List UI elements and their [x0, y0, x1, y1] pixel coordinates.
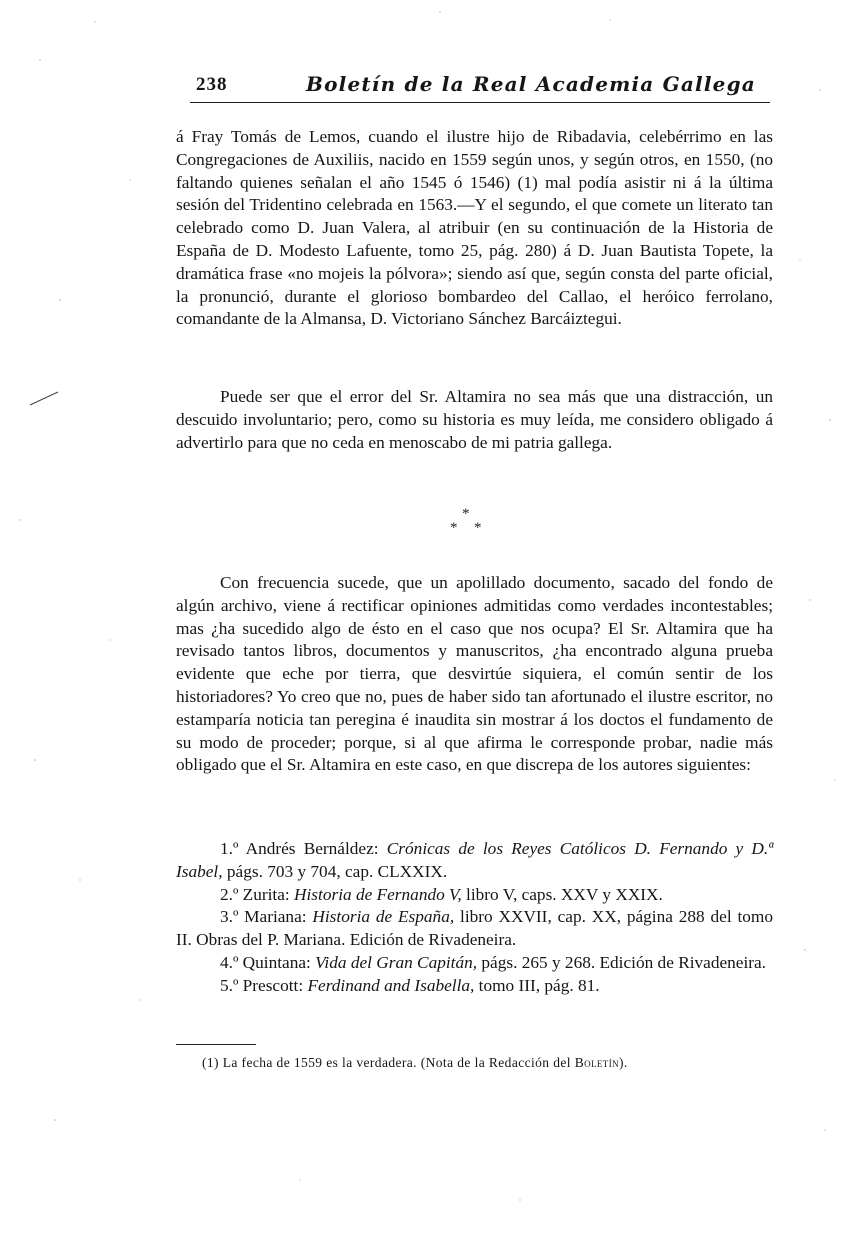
section-asterism	[440, 506, 500, 546]
reference-author: Andrés Bernáldez:	[245, 839, 379, 858]
footnote-text: La fecha de 1559 es la verdadera. (Nota de la Redacción del	[222, 1055, 571, 1070]
reference-item	[176, 975, 773, 998]
asterism-star-left: *	[450, 520, 458, 536]
running-head	[190, 72, 770, 103]
reference-author: Mariana:	[244, 907, 307, 927]
paragraph-2: Puede ser que el error del Sr. Altamira no sea más que una distracción, un descuido involuntario; pero, como su historia es muy leída, me considero obligado á advertirlo para que no ceda en menoscabo de mi patria gallega.	[176, 387, 773, 452]
reference-item	[176, 884, 773, 907]
reference-work: Historia de España,	[312, 907, 455, 927]
reference-number: 5.º	[220, 975, 239, 995]
reference-number: 4.º	[220, 952, 239, 972]
paragraph-distraction	[176, 386, 773, 454]
paragraph-document	[176, 572, 773, 777]
reference-work: Vida del Gran Capitán,	[315, 952, 478, 972]
reference-work: Crónicas de los Reyes Católicos D. Fernando y D.ª Isabel,	[176, 839, 774, 881]
reference-author: Zurita:	[242, 884, 290, 904]
reference-detail: libro XXVII, cap. XX, página 288 del tomo II. Obras del P. Mariana. Edición de Rivadeneira.	[176, 907, 773, 950]
footnote-rule	[176, 1044, 256, 1045]
reference-list	[176, 838, 773, 998]
reference-detail: págs. 703 y 704, cap. CLXXIX.	[226, 861, 448, 881]
reference-author: Quintana:	[242, 952, 311, 972]
footnote	[202, 1054, 762, 1072]
reference-detail: libro V, caps. XXV y XXIX.	[466, 884, 663, 904]
reference-work: Ferdinand and Isabella,	[307, 975, 475, 995]
reference-number: 2.º	[220, 884, 239, 904]
reference-number: 3.º	[220, 907, 239, 927]
paragraph-continuation	[176, 126, 773, 331]
reference-work: Historia de Fernando V,	[294, 884, 462, 904]
reference-author: Prescott:	[242, 975, 304, 995]
page-number: 238	[196, 74, 228, 95]
reference-item	[176, 838, 773, 884]
reference-number: 1.º	[220, 839, 239, 858]
paragraph-3: Con frecuencia sucede, que un apolillado documento, sacado del fondo de algún archivo, viene á rectificar opiniones admitidas como verdades incontestables; mas ¿ha sucedido algo de ésto en el caso que nos ocupa? El Sr. Altamira que ha revisado tantos libros, documentos y manuscritos, ¿ha encontrado alguna prueba evidente que eche por tierra, que desvirtúe siquiera, el común sentir de los historiadores? Yo creo que no, pues de haber sido tan afortunado el ilustre escritor, no estamparía noticia tan peregina é inaudita sin mostrar á los doctos el fundamento de su modo de proceder; porque, si al que afirma le corresponde probar, nadie más obligado que el Sr. Altamira en este caso, en que discrepa de los autores siguientes:	[176, 573, 773, 775]
reference-item	[176, 952, 773, 975]
asterism-star-right: *	[474, 520, 482, 536]
footnote-marker: (1)	[202, 1055, 219, 1070]
footnote-source: Boletín	[574, 1055, 619, 1070]
reference-item	[176, 906, 773, 952]
footnote-close: ).	[619, 1055, 628, 1070]
reference-detail: tomo III, pág. 81.	[478, 975, 600, 995]
paragraph-1: á Fray Tomás de Lemos, cuando el ilustre hijo de Ribadavia, celebérrimo en las Congregaciones de Auxiliis, nacido en 1559 según unos, y según otros, en 1550, (no faltando quienes señalan el año 1545 ó 1546) (1) mal podía asistir ni á la última sesión del Tridentino celebrada en 1563.—Y el segundo, el que comete un literato tan celebrado como D. Juan Valera, al atribuir (en su continuación de la Historia de España de D. Modesto Lafuente, tomo 25, pág. 280) á D. Juan Bautista Topete, la dramática frase «no mojeis la pólvora»; siendo así que, según consta del parte oficial, la pronunció, durante el glorioso bombardeo del Callao, el heróico ferrolano, comandante de la Almansa, D. Victoriano Sánchez Barcáiztegui.	[176, 127, 773, 329]
journal-title: Boletín de la Real Academia Gallega	[306, 72, 756, 96]
reference-detail: págs. 265 y 268. Edición de Rivadeneira.	[481, 952, 766, 972]
asterism-star-top: *	[462, 506, 470, 522]
